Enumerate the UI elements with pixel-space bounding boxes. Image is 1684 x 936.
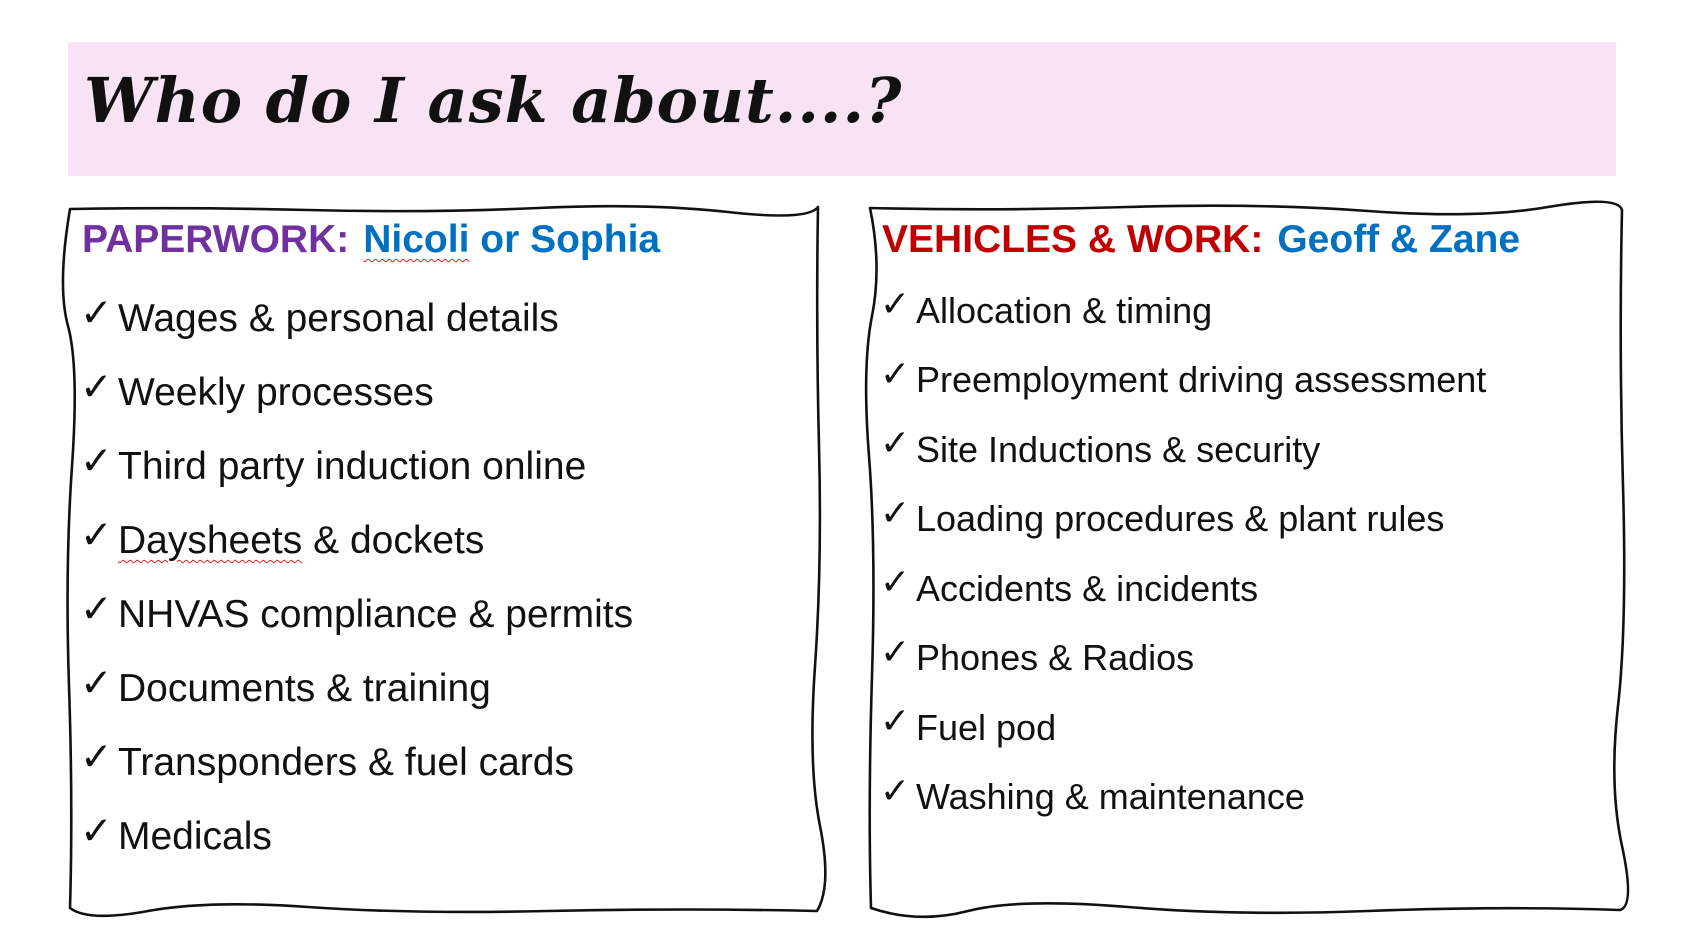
list-item [80, 504, 633, 578]
checkmark-icon: ✓ [880, 631, 911, 673]
list-item-text: Fuel pod [916, 706, 1057, 748]
list-item-text: Preemployment driving assessment [916, 359, 1487, 401]
list-item [880, 763, 1486, 833]
contact-name-sophia: or Sophia [469, 218, 661, 261]
list-item [80, 578, 633, 652]
contact-name-nicoli: Nicoli [363, 218, 470, 261]
list-item-text: Allocation & timing [916, 289, 1213, 331]
list-item [880, 554, 1486, 624]
checkmark-icon: ✓ [880, 770, 911, 812]
list-item-text: Weekly processes [118, 371, 434, 414]
list-item [80, 282, 633, 356]
checkmark-icon: ✓ [80, 660, 113, 706]
checkmark-icon: ✓ [80, 290, 113, 336]
checkmark-icon: ✓ [80, 808, 113, 854]
list-item [80, 726, 633, 800]
list-item-text: Site Inductions & security [916, 428, 1321, 470]
checkmark-icon: ✓ [880, 353, 911, 395]
list-item [80, 652, 633, 726]
checkmark-icon: ✓ [80, 438, 113, 484]
list-item [80, 430, 633, 504]
list-item-text: Medicals [118, 815, 272, 858]
checkmark-icon: ✓ [880, 562, 911, 604]
checkmark-icon: ✓ [80, 364, 113, 410]
paperwork-category-label: PAPERWORK: [82, 218, 350, 261]
paperwork-header [82, 218, 660, 262]
checkmark-icon: ✓ [80, 586, 113, 632]
list-item-text: NHVAS compliance & permits [118, 593, 634, 636]
vehicles-list [880, 276, 1486, 832]
paperwork-contacts [363, 218, 660, 261]
list-item-text: Phones & Radios [916, 637, 1195, 679]
title-banner [68, 42, 1616, 176]
vehicles-panel [868, 206, 1624, 912]
list-item-text: & dockets [302, 519, 485, 562]
checkmark-icon: ✓ [80, 734, 113, 780]
list-item-text-flagged: Daysheets [118, 519, 303, 562]
checkmark-icon: ✓ [880, 492, 911, 534]
list-item-text: Loading procedures & plant rules [916, 498, 1445, 540]
vehicles-category-label: VEHICLES & WORK: [882, 218, 1264, 261]
checkmark-icon: ✓ [80, 512, 113, 558]
list-item [880, 346, 1486, 416]
vehicles-header [882, 218, 1520, 262]
list-item [880, 693, 1486, 763]
list-item [880, 624, 1486, 694]
list-item [880, 276, 1486, 346]
list-item [80, 356, 633, 430]
list-item [880, 485, 1486, 555]
list-item [80, 800, 633, 874]
paperwork-list [80, 282, 633, 874]
list-item-text: Third party induction online [118, 445, 587, 488]
list-item [880, 415, 1486, 485]
list-item-text: Transponders & fuel cards [118, 741, 574, 784]
vehicles-contacts: Geoff & Zane [1277, 218, 1521, 261]
checkmark-icon: ✓ [880, 284, 911, 326]
list-item-text: Wages & personal details [118, 297, 559, 340]
checkmark-icon: ✓ [880, 701, 911, 743]
list-item-text: Documents & training [118, 667, 491, 710]
list-item-text: Accidents & incidents [916, 567, 1259, 609]
paperwork-panel [68, 206, 820, 912]
list-item-text: Washing & maintenance [916, 776, 1305, 818]
checkmark-icon: ✓ [880, 423, 911, 465]
page-title: Who do I ask about....? [84, 64, 903, 137]
